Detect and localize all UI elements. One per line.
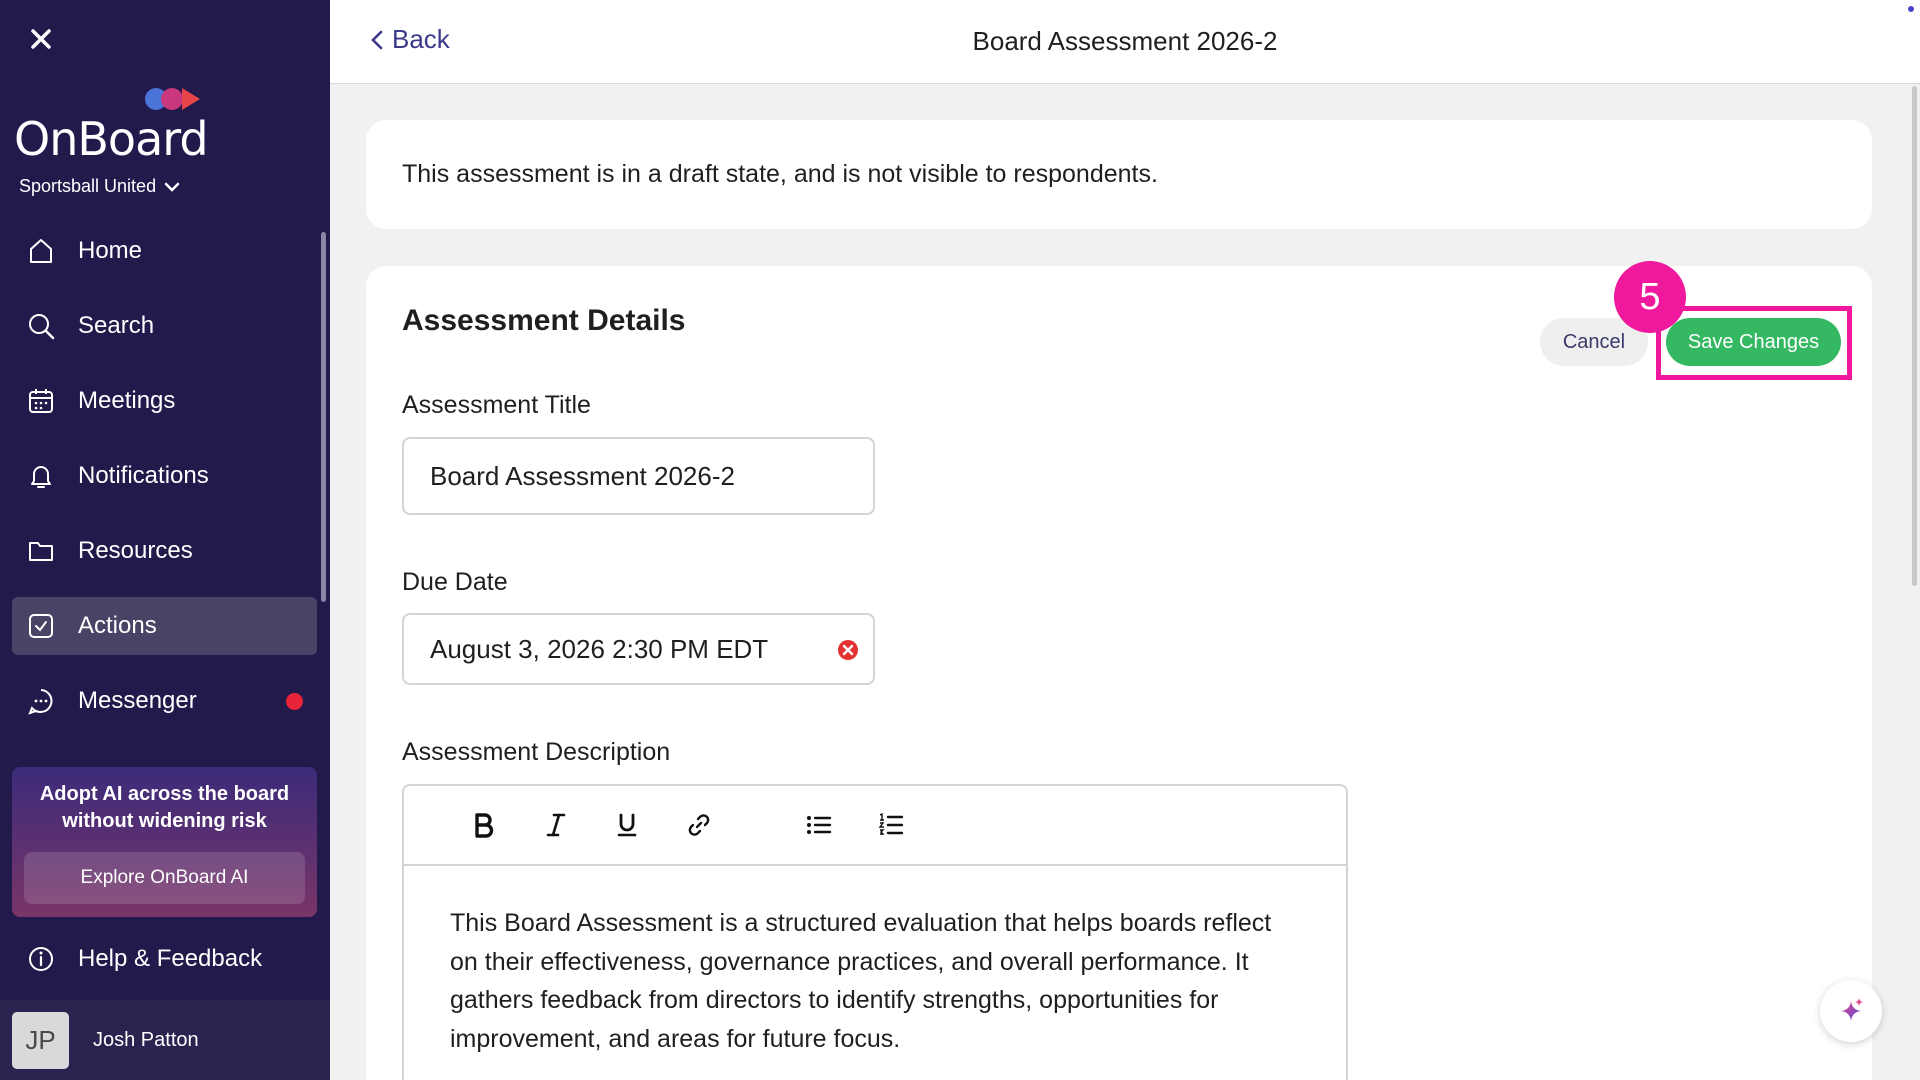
organization-name: Sportsball United (19, 176, 157, 196)
description-line: on their effectiveness, governance practices, and overall performance. It (450, 947, 1249, 976)
info-icon (26, 944, 56, 974)
sidebar-item-label: Actions (78, 612, 157, 639)
sidebar-item-label: Messenger (78, 687, 197, 714)
page-header (330, 0, 1920, 84)
sidebar-item-home[interactable] (12, 222, 317, 280)
sidebar-nav (12, 222, 317, 747)
draft-notice-text: This assessment is in a draft state, and is not visible to respondents. (402, 160, 1158, 188)
explore-ai-button[interactable]: Explore OnBoard AI (24, 852, 305, 904)
sidebar-item-label: Search (78, 312, 155, 339)
assessment-title-input[interactable] (402, 437, 875, 515)
status-dot (1908, 6, 1914, 12)
promo-text: Adopt AI across the board without widening risk (39, 783, 290, 832)
sidebar-item-resources[interactable] (12, 522, 317, 580)
checkbox-icon (26, 611, 56, 641)
clear-date-icon[interactable] (837, 639, 859, 661)
chat-icon (26, 686, 56, 716)
sidebar-item-notifications[interactable] (12, 447, 317, 505)
main-scrollbar[interactable] (1912, 86, 1917, 586)
assessment-title-value: Board Assessment 2026-2 (430, 460, 735, 491)
sidebar-item-help[interactable] (12, 930, 317, 988)
calendar-icon (26, 386, 56, 416)
sidebar-item-label: Help & Feedback (78, 945, 263, 972)
italic-icon (545, 812, 567, 838)
step-badge: 5 (1614, 261, 1686, 333)
description-line: improvement, and areas for future focus. (450, 1024, 901, 1053)
home-icon (26, 236, 56, 266)
link-icon (687, 813, 711, 837)
due-date-input[interactable] (402, 613, 875, 685)
organization-selector[interactable] (19, 176, 180, 197)
due-date-value: August 3, 2026 2:30 PM EDT (430, 633, 769, 664)
underline-button[interactable] (610, 808, 644, 842)
sidebar-item-actions[interactable] (12, 597, 317, 655)
ai-promo-card (12, 767, 317, 917)
sidebar (0, 0, 330, 1080)
numbered-list-button[interactable] (874, 808, 908, 842)
description-label: Assessment Description (402, 738, 671, 766)
link-button[interactable] (682, 808, 716, 842)
title-field-label: Assessment Title (402, 391, 591, 419)
folder-icon (26, 536, 56, 566)
sidebar-item-label: Notifications (78, 462, 209, 489)
numbered-list-icon (878, 813, 904, 837)
sparkle-icon (1835, 995, 1867, 1027)
draft-notice (366, 120, 1872, 229)
page-title: Board Assessment 2026-2 (972, 26, 1278, 56)
underline-icon (616, 812, 638, 838)
description-line: gathers feedback from directors to identify strengths, opportunities for (450, 986, 1219, 1014)
assessment-details-card (366, 266, 1872, 1080)
sidebar-item-label: Resources (78, 537, 193, 564)
sidebar-item-label: Home (78, 237, 143, 264)
chevron-down-icon (164, 182, 180, 192)
back-button[interactable] (370, 24, 450, 55)
italic-button[interactable] (539, 808, 573, 842)
back-label: Back (392, 24, 450, 54)
sidebar-item-search[interactable] (12, 297, 317, 355)
logo-mark-icon (144, 84, 224, 114)
bold-button[interactable] (467, 808, 501, 842)
cancel-button[interactable]: Cancel (1540, 318, 1648, 366)
user-name: Josh Patton (93, 1028, 199, 1051)
sidebar-item-label: Meetings (78, 387, 176, 414)
chevron-left-icon (370, 29, 384, 51)
description-line: This Board Assessment is a structured evaluation that helps boards reflect (450, 909, 1272, 937)
close-icon (30, 28, 52, 50)
editor-toolbar (404, 786, 1346, 866)
tutorial-highlight (1656, 306, 1852, 380)
logo-text: OnBoard (14, 112, 208, 166)
due-date-label: Due Date (402, 568, 508, 596)
sidebar-item-meetings[interactable] (12, 372, 317, 430)
bell-icon (26, 461, 56, 491)
bullet-list-button[interactable] (802, 808, 836, 842)
section-title: Assessment Details (402, 304, 686, 337)
description-editor[interactable] (402, 784, 1348, 1080)
bold-icon (473, 812, 495, 838)
unread-indicator (286, 693, 303, 710)
bullet-list-icon (806, 814, 832, 836)
description-text[interactable] (450, 904, 1280, 1058)
ai-assistant-button[interactable] (1820, 980, 1882, 1042)
user-profile[interactable] (0, 1000, 330, 1080)
sidebar-item-messenger[interactable] (12, 672, 317, 730)
save-changes-button[interactable]: Save Changes (1666, 318, 1841, 366)
avatar: JP (12, 1012, 69, 1069)
search-icon (26, 311, 56, 341)
close-sidebar-button[interactable] (26, 24, 56, 54)
sidebar-scrollbar[interactable] (321, 232, 326, 602)
